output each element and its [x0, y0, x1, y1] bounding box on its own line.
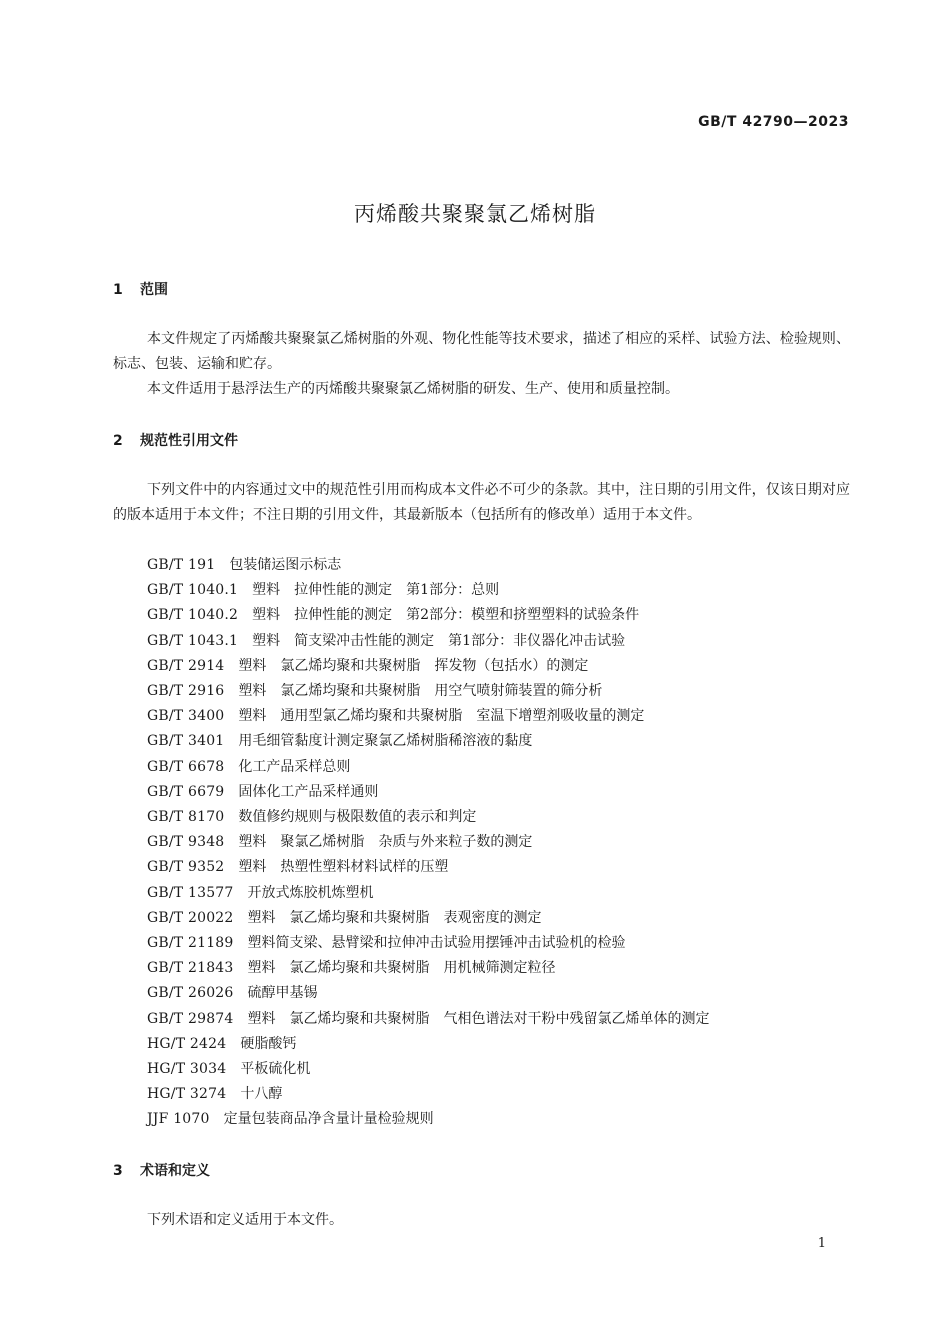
reference-code: GB/T 2916	[147, 683, 225, 700]
spacer	[234, 1011, 248, 1027]
reference-title: 用毛细管黏度计测定聚氯乙烯树脂稀溶液的黏度	[238, 733, 533, 750]
reference-code: GB/T 2914	[147, 657, 225, 674]
section-title: 术语和定义	[140, 1163, 210, 1179]
spacer	[224, 809, 238, 825]
document-title: 丙烯酸共聚聚氯乙烯树脂	[354, 202, 596, 226]
reference-item	[147, 679, 710, 704]
spacer	[224, 683, 238, 699]
reference-title: 数值修约规则与极限数值的表示和判定	[238, 809, 477, 826]
spacer	[224, 834, 238, 850]
spacer	[215, 557, 229, 573]
reference-code: HG/T 3274	[147, 1086, 227, 1103]
reference-code: GB/T 191	[147, 557, 216, 573]
spacer	[226, 1036, 240, 1052]
spacer	[224, 759, 238, 775]
section-number: 3	[113, 1163, 123, 1179]
reference-code: JJF 1070	[147, 1111, 210, 1128]
reference-code: GB/T 9348	[147, 834, 225, 851]
reference-title: 塑料 热塑性塑料材料试样的压塑	[238, 859, 449, 876]
reference-code: GB/T 1040.1	[147, 582, 239, 599]
section-2-intro: 下列文件中的内容通过文中的规范性引用而构成本文件必不可少的条款。其中，注日期的引用文件，仅该日期对应的版本适用于本文件；不注日期的引用文件，其最新版本（包括所有的修改单）适用于本文件。	[113, 482, 850, 523]
spacer	[238, 607, 252, 623]
reference-code: GB/T 21843	[147, 960, 234, 977]
reference-title: 硬脂酸钙	[240, 1035, 297, 1052]
reference-title: 包装储运图示标志	[229, 557, 342, 573]
reference-item	[147, 729, 710, 754]
reference-item	[147, 755, 710, 780]
reference-code: HG/T 3034	[147, 1061, 227, 1078]
section-title: 规范性引用文件	[140, 433, 238, 449]
reference-item	[147, 603, 710, 628]
reference-title: 塑料 氯乙烯均聚和共聚树脂 气相色谱法对干粉中残留氯乙烯单体的测定	[247, 1010, 710, 1027]
reference-title: 塑料 氯乙烯均聚和共聚树脂 表观密度的测定	[247, 909, 542, 926]
section-1-paragraph: 本文件适用于悬浮法生产的丙烯酸共聚聚氯乙烯树脂的研发、生产、使用和质量控制。	[147, 381, 679, 397]
reference-title: 十八醇	[240, 1086, 283, 1103]
reference-code: GB/T 6679	[147, 783, 225, 800]
reference-item	[147, 578, 710, 603]
spacer	[234, 910, 248, 926]
spacer	[234, 985, 248, 1001]
reference-code: GB/T 3401	[147, 733, 225, 750]
standard-number: GB/T 42790—2023	[698, 114, 849, 130]
spacer	[234, 960, 248, 976]
reference-code: GB/T 20022	[147, 909, 234, 926]
section-3-intro: 下列术语和定义适用于本文件。	[147, 1212, 343, 1228]
reference-title: 塑料 拉伸性能的测定 第1部分：总则	[252, 582, 500, 599]
reference-item	[147, 780, 710, 805]
spacer	[224, 658, 238, 674]
reference-item	[147, 629, 710, 654]
reference-title: 塑料 氯乙烯均聚和共聚树脂 用空气喷射筛装置的筛分析	[238, 683, 603, 700]
reference-title: 化工产品采样总则	[238, 758, 351, 775]
spacer	[210, 1111, 224, 1127]
reference-list	[147, 553, 710, 1133]
spacer	[238, 582, 252, 598]
reference-item	[147, 855, 710, 880]
spacer	[234, 935, 248, 951]
reference-title: 塑料简支梁、悬臂梁和拉伸冲击试验用摆锤冲击试验机的检验	[247, 935, 626, 952]
reference-item	[147, 981, 710, 1006]
spacer	[224, 859, 238, 875]
reference-item	[147, 1107, 710, 1132]
reference-item	[147, 881, 710, 906]
reference-code: GB/T 26026	[147, 985, 234, 1002]
reference-item	[147, 1032, 710, 1057]
reference-title: 塑料 拉伸性能的测定 第2部分：模塑和挤塑塑料的试验条件	[252, 607, 640, 624]
spacer	[226, 1061, 240, 1077]
spacer	[224, 784, 238, 800]
spacer	[234, 885, 248, 901]
spacer	[224, 708, 238, 724]
reference-code: GB/T 3400	[147, 708, 225, 725]
reference-item	[147, 654, 710, 679]
reference-title: 平板硫化机	[240, 1061, 311, 1078]
section-number: 2	[113, 433, 123, 449]
reference-title: 固体化工产品采样通则	[238, 783, 379, 800]
section-2-heading	[113, 430, 238, 450]
reference-code: GB/T 9352	[147, 859, 225, 876]
reference-code: HG/T 2424	[147, 1035, 227, 1052]
spacer	[226, 1086, 240, 1102]
reference-title: 定量包装商品净含量计量检验规则	[223, 1111, 434, 1128]
section-1-paragraph: 本文件规定了丙烯酸共聚聚氯乙烯树脂的外观、物化性能等技术要求，描述了相应的采样、试验方法、检验规则、标志、包装、运输和贮存。	[113, 331, 850, 372]
reference-code: GB/T 21189	[147, 935, 234, 952]
reference-title: 塑料 简支梁冲击性能的测定 第1部分：非仪器化冲击试验	[252, 632, 626, 649]
reference-code: GB/T 8170	[147, 809, 225, 826]
reference-item	[147, 931, 710, 956]
section-3-heading	[113, 1160, 210, 1180]
reference-item	[147, 553, 710, 578]
spacer	[224, 733, 238, 749]
reference-item	[147, 1057, 710, 1082]
section-title: 范围	[140, 282, 168, 298]
reference-title: 塑料 氯乙烯均聚和共聚树脂 用机械筛测定粒径	[247, 960, 556, 977]
reference-title: 塑料 通用型氯乙烯均聚和共聚树脂 室温下增塑剂吸收量的测定	[238, 708, 645, 725]
reference-code: GB/T 29874	[147, 1010, 234, 1027]
reference-item	[147, 830, 710, 855]
reference-title: 开放式炼胶机炼塑机	[247, 884, 374, 901]
reference-title: 塑料 氯乙烯均聚和共聚树脂 挥发物（包括水）的测定	[238, 657, 589, 674]
reference-code: GB/T 13577	[147, 884, 234, 901]
reference-title: 塑料 聚氯乙烯树脂 杂质与外来粒子数的测定	[238, 834, 533, 851]
reference-item	[147, 704, 710, 729]
spacer	[238, 633, 252, 649]
reference-code: GB/T 1040.2	[147, 607, 239, 624]
reference-title: 硫醇甲基锡	[247, 985, 318, 1002]
section-1-heading	[113, 279, 168, 299]
page-number: 1	[817, 1236, 826, 1251]
reference-code: GB/T 1043.1	[147, 632, 239, 649]
reference-item	[147, 906, 710, 931]
reference-item	[147, 805, 710, 830]
reference-item	[147, 1082, 710, 1107]
reference-code: GB/T 6678	[147, 758, 225, 775]
reference-item	[147, 1007, 710, 1032]
reference-item	[147, 956, 710, 981]
section-number: 1	[113, 282, 123, 298]
